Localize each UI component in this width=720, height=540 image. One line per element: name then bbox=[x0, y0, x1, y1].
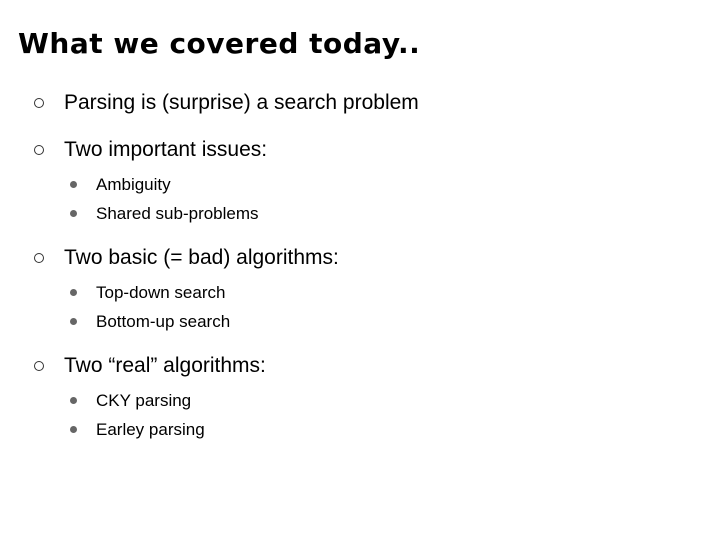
filled-dot-bullet-icon bbox=[70, 318, 77, 325]
hollow-circle-bullet-icon bbox=[34, 145, 44, 155]
filled-dot-bullet-icon bbox=[70, 210, 77, 217]
bullet-item bbox=[34, 137, 704, 163]
bullet-text: Two basic (= bad) algorithms: bbox=[64, 246, 339, 269]
sub-bullet-list bbox=[34, 278, 704, 336]
filled-dot-bullet-icon bbox=[70, 397, 77, 404]
sub-bullet-item bbox=[34, 199, 704, 228]
hollow-circle-bullet-icon bbox=[34, 361, 44, 371]
sub-bullet-item bbox=[34, 386, 704, 415]
filled-dot-bullet-icon bbox=[70, 181, 77, 188]
bullet-item bbox=[34, 353, 704, 379]
sub-bullet-list bbox=[34, 386, 704, 444]
bullet-item bbox=[34, 90, 704, 116]
sub-bullet-list bbox=[34, 170, 704, 228]
sub-bullet-item bbox=[34, 278, 704, 307]
sub-bullet-text: CKY parsing bbox=[96, 391, 192, 410]
sub-bullet-text: Ambiguity bbox=[96, 175, 171, 194]
sub-bullet-text: Earley parsing bbox=[96, 420, 205, 439]
sub-bullet-text: Bottom-up search bbox=[96, 312, 231, 331]
bullet-text: Two “real” algorithms: bbox=[64, 354, 266, 377]
filled-dot-bullet-icon bbox=[70, 289, 77, 296]
sub-bullet-item bbox=[34, 170, 704, 199]
sub-bullet-text: Top-down search bbox=[96, 283, 226, 302]
bullet-list bbox=[34, 90, 704, 444]
filled-dot-bullet-icon bbox=[70, 426, 77, 433]
bullet-item bbox=[34, 245, 704, 271]
slide-title: What we covered today.. bbox=[18, 27, 421, 60]
hollow-circle-bullet-icon bbox=[34, 253, 44, 263]
sub-bullet-item bbox=[34, 415, 704, 444]
bullet-text: Parsing is (surprise) a search problem bbox=[64, 91, 419, 114]
sub-bullet-item bbox=[34, 307, 704, 336]
hollow-circle-bullet-icon bbox=[34, 98, 44, 108]
bullet-text: Two important issues: bbox=[64, 138, 268, 161]
sub-bullet-text: Shared sub-problems bbox=[96, 204, 259, 223]
